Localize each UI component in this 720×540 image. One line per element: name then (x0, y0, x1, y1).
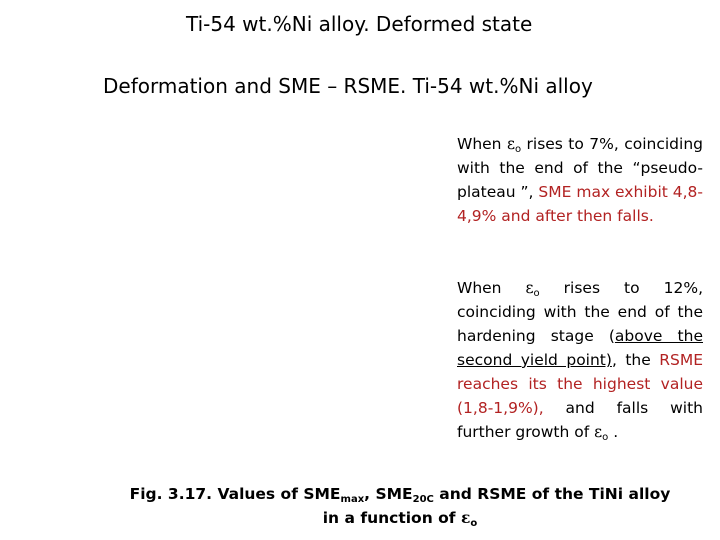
p2-text-1: When (457, 279, 526, 297)
caption-line-2 (120, 506, 680, 530)
epsilon-subscript: o (533, 288, 540, 299)
page-subtitle: Deformation and SME – RSME. Ti-54 wt.%Ni alloy (103, 74, 593, 98)
p1-text-2: rises to 7%, coinciding with the end of the “pseudo- plateau ”, (457, 135, 703, 201)
p2-text-4: and falls with further growth of (457, 399, 703, 441)
epsilon-symbol: ε (506, 135, 515, 153)
p2-text-5: . (608, 423, 619, 441)
caption-text-1: Fig. 3.17. Values of SME (129, 485, 341, 503)
p2-text-3: , the (611, 351, 660, 369)
p2-text-2: rises to 12%, coinciding with the end of the hardening stage ( (457, 279, 703, 345)
epsilon-subscript: o (470, 518, 478, 529)
caption-line-1 (120, 482, 680, 506)
epsilon-subscript: o (602, 432, 609, 443)
epsilon-symbol: ε (460, 508, 471, 527)
caption-text-2: , SME (364, 485, 413, 503)
caption-sub-20c: 20C (412, 494, 434, 505)
page-title: Ti-54 wt.%Ni alloy. Deformed state (186, 12, 533, 36)
p1-highlight: SME max exhibit 4,8-4,9% and after then falls. (457, 183, 704, 225)
paragraph-rsme (457, 276, 703, 444)
caption-sub-max: max (340, 494, 365, 505)
p1-text-1: When (457, 135, 507, 153)
epsilon-symbol: ε (525, 279, 534, 297)
figure-caption (120, 482, 680, 530)
epsilon-symbol: ε (594, 423, 603, 441)
epsilon-subscript: o (514, 144, 522, 155)
caption-text-3: and RSME of the TiNi alloy (433, 485, 671, 503)
paragraph-sme (457, 132, 703, 228)
p2-highlight: RSME reaches its the highest value (1,8-1,9%), (457, 351, 703, 417)
p2-underlined: above the second yield point) (457, 327, 703, 369)
caption-text-4: in a function of (322, 509, 461, 527)
